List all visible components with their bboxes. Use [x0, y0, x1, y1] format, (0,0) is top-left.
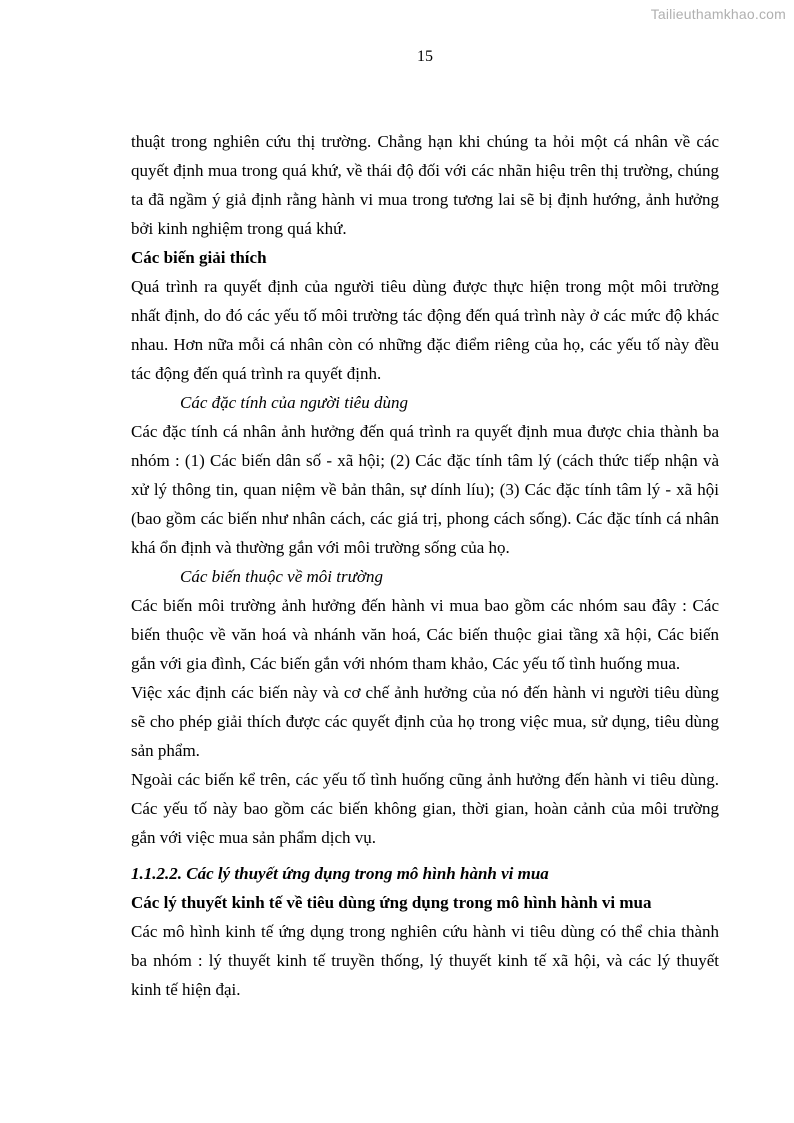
heading-explanatory-variables: Các biến giải thích: [131, 248, 267, 267]
paragraph-6: Ngoài các biến kể trên, các yếu tố tình huống cũng ảnh hưởng đến hành vi tiêu dùng. Các yếu tố này bao gồm các biến không gian, thời gian, hoàn cảnh của môi trường gắn với việc mua sản phẩm dịch vụ.: [131, 770, 719, 847]
paragraph-4: Các biến môi trường ảnh hưởng đến hành vi mua bao gồm các nhóm sau đây : Các biến thuộc về văn hoá và nhánh văn hoá, Các biến thuộc giai tầng xã hội, Các biến gắn với gia đình, Các biến gắn với nhóm tham khảo, Các yếu tố tình huống mua.: [131, 596, 719, 673]
paragraph-2: Quá trình ra quyết định của người tiêu dùng được thực hiện trong một môi trường nhất định, do đó các yếu tố môi trường tác động đến quá trình này ở các mức độ khác nhau. Hơn nữa mỗi cá nhân còn có những đặc điểm riêng của họ, các yếu tố này đều tác động đến quá trình ra quyết định.: [131, 277, 719, 383]
subheading-environment-variables: Các biến thuộc về môi trường: [180, 567, 383, 586]
watermark: Tailieuthamkhao.com: [650, 6, 786, 22]
paragraph-3: Các đặc tính cá nhân ảnh hưởng đến quá trình ra quyết định mua được chia thành ba nhóm : (1) Các biến dân số - xã hội; (2) Các đặc tính tâm lý (cách thức tiếp nhận và xử lý thông tin, quan niệm về bản thân, sự dính líu); (3) Các đặc tính tâm lý - xã hội (bao gồm các biến như nhân cách, các giá trị, phong cách sống). Các đặc tính cá nhân khá ổn định và thường gắn với môi trường sống của họ.: [131, 422, 719, 557]
subheading-consumer-characteristics: Các đặc tính của người tiêu dùng: [180, 393, 408, 412]
paragraph-5: Việc xác định các biến này và cơ chế ảnh hưởng của nó đến hành vi người tiêu dùng sẽ cho phép giải thích được các quyết định của họ trong việc mua, sử dụng, tiêu dùng sản phẩm.: [131, 683, 719, 760]
section-title-1-1-2-2: 1.1.2.2. Các lý thuyết ứng dụng trong mô hình hành vi mua: [131, 864, 549, 883]
paragraph-1: thuật trong nghiên cứu thị trường. Chẳng hạn khi chúng ta hỏi một cá nhân về các quyết định mua trong quá khứ, về thái độ đối với các nhãn hiệu trên thị trường, chúng ta đã ngầm ý giả định rằng hành vi mua trong tương lai sẽ bị định hướng, ảnh hưởng bởi kinh nghiệm trong quá khứ.: [131, 132, 719, 238]
heading-economic-theories: Các lý thuyết kinh tế về tiêu dùng ứng dụng trong mô hình hành vi mua: [131, 893, 652, 912]
paragraph-7: Các mô hình kinh tế ứng dụng trong nghiên cứu hành vi tiêu dùng có thể chia thành ba nhóm : lý thuyết kinh tế truyền thống, lý thuyết kinh tế xã hội, và các lý thuyết kinh tế hiện đại.: [131, 922, 719, 999]
page-number: 15: [417, 48, 433, 65]
document-body: [131, 127, 719, 1004]
